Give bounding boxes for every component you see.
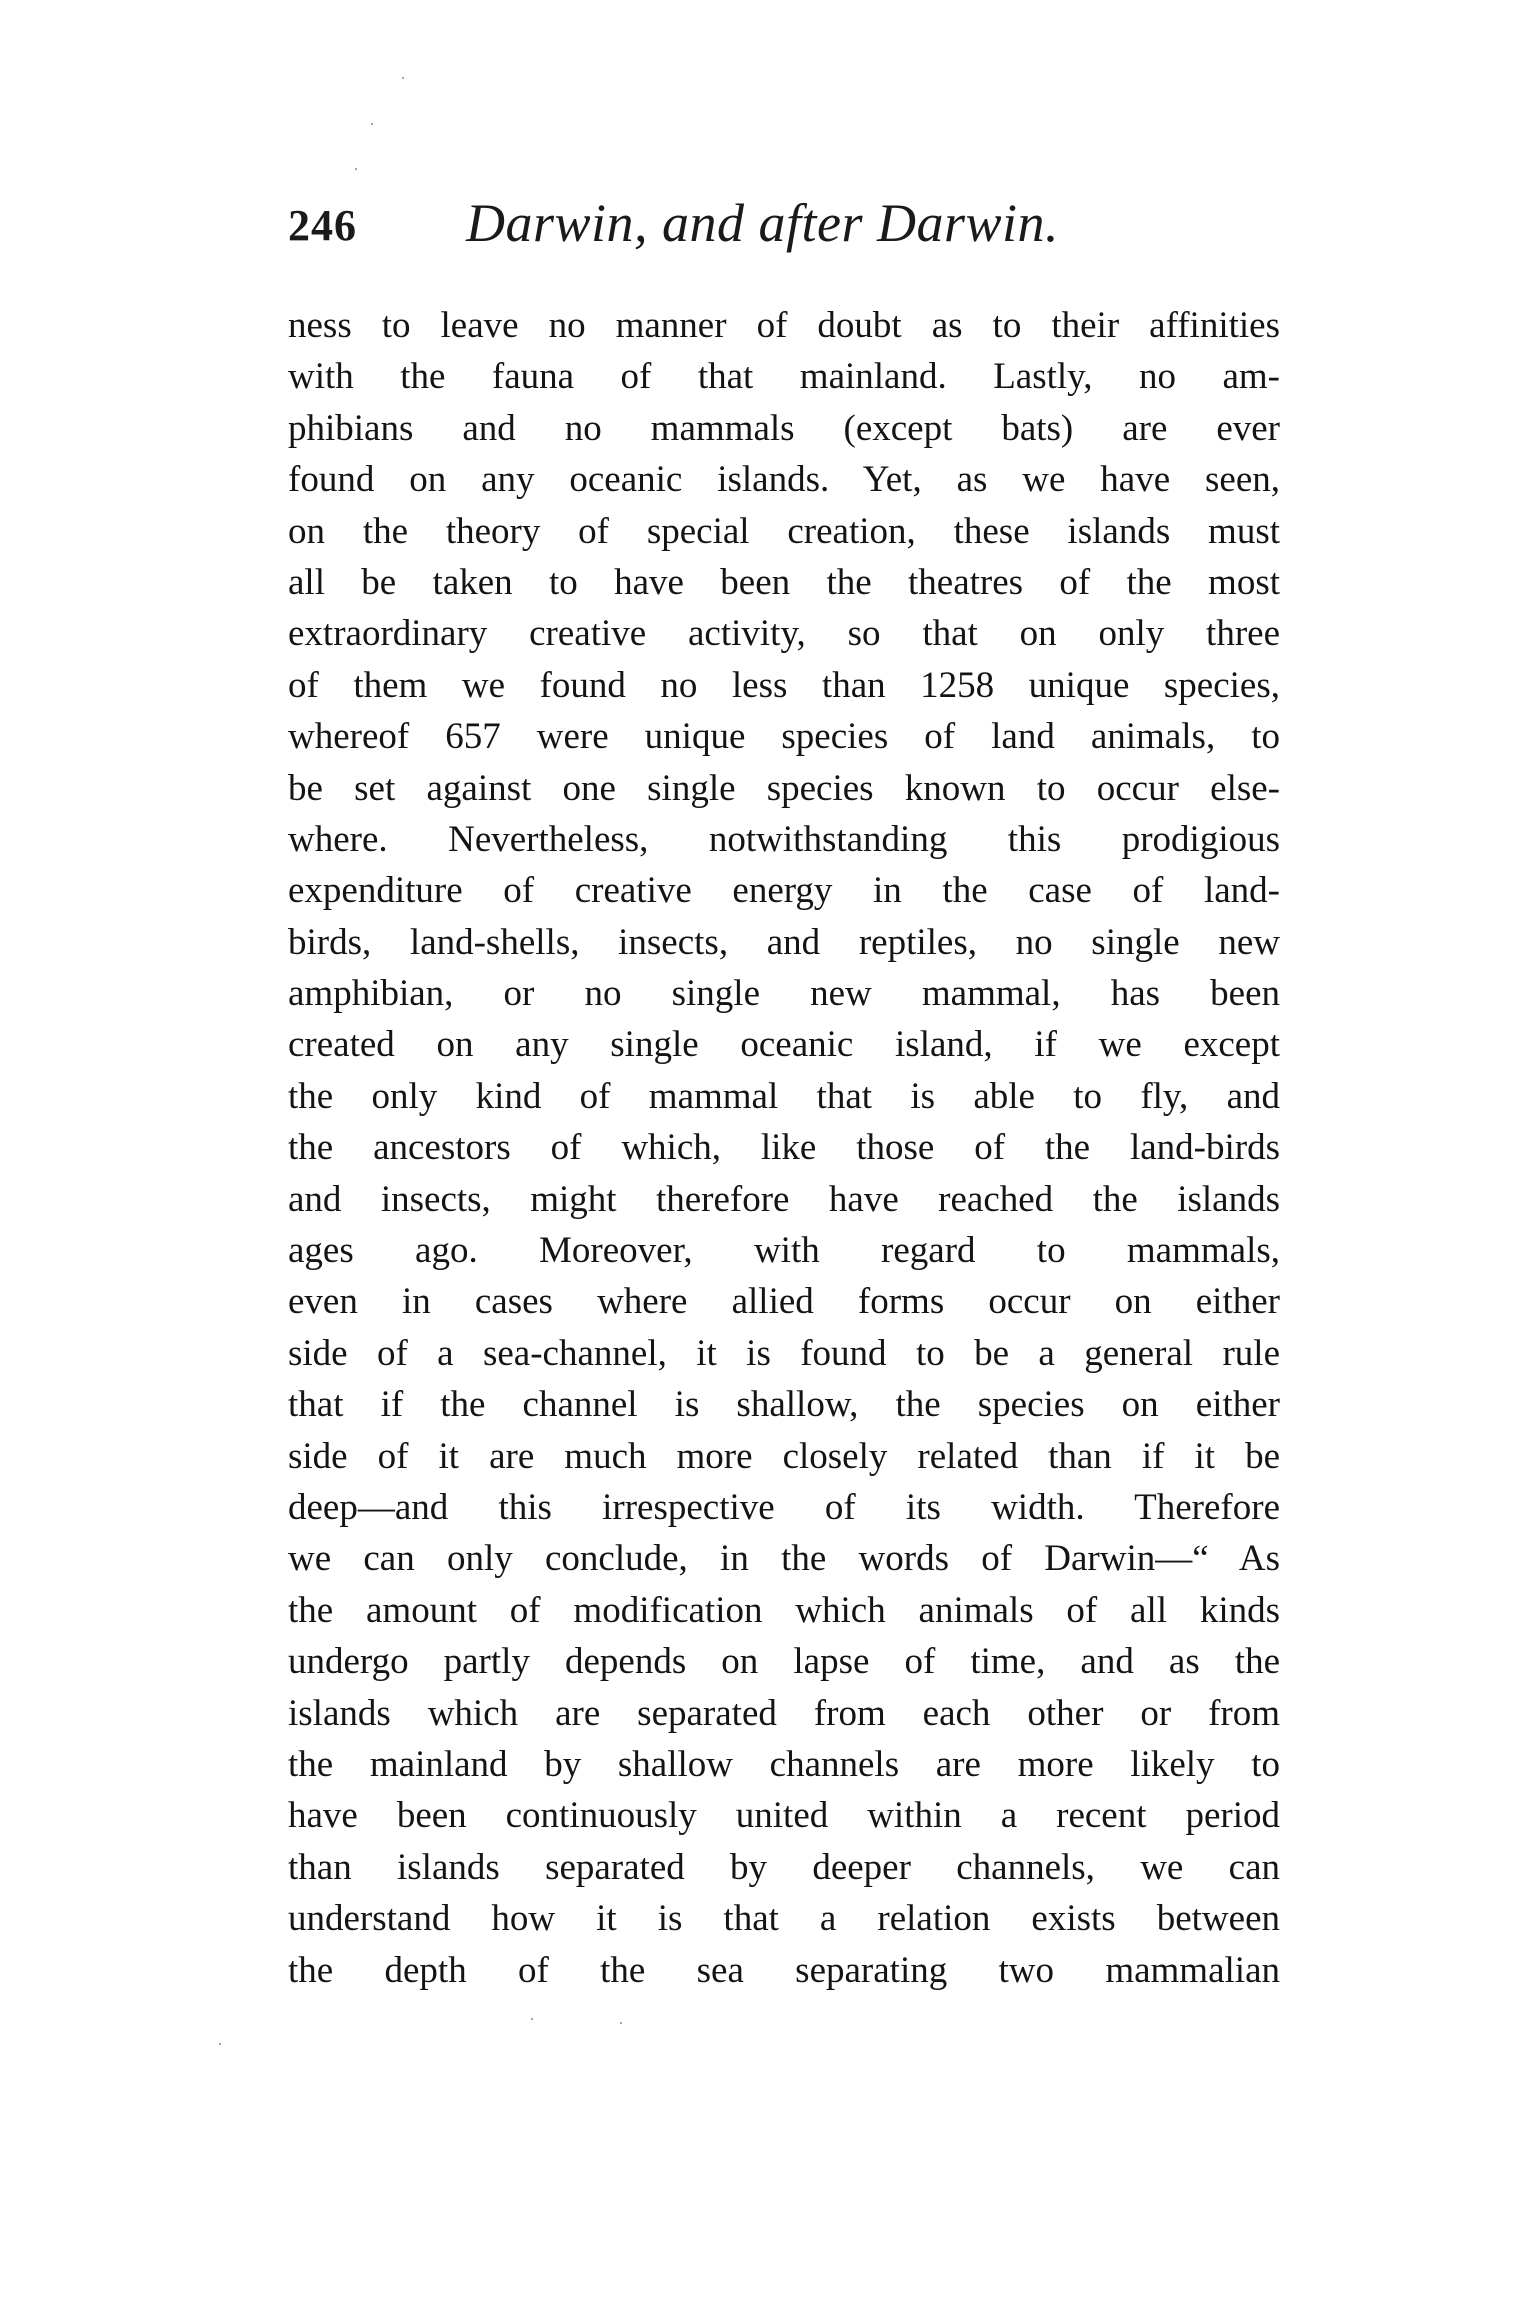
text-line: birds, land-shells, insects, and reptiles, no single new [288,921,1280,963]
body-text [288,300,1280,1996]
text-line: found on any oceanic islands. Yet, as we have seen, [288,459,1280,501]
scan-speck [355,168,357,170]
page-number: 246 [288,201,357,250]
text-line: than islands separated by deeper channels, we can [288,1846,1280,1888]
text-line: created on any single oceanic island, if we except [288,1024,1280,1066]
text-line: islands which are separated from each other or from [288,1692,1280,1734]
text-line: on the theory of special creation, these islands must [288,510,1280,552]
text-line: undergo partly depends on lapse of time, and as the [288,1641,1280,1683]
text-line: side of it are much more closely related than if it be [288,1435,1280,1477]
text-line: deep—and this irrespective of its width. Therefore [288,1486,1280,1528]
text-line: that if the channel is shallow, the species on either [288,1384,1280,1426]
text-line: of them we found no less than 1258 unique species, [288,664,1280,706]
text-line: whereof 657 were unique species of land animals, to [288,716,1280,758]
scan-speck [402,77,404,79]
text-line: the depth of the sea separating two mammalian [288,1949,1280,1991]
text-line: amphibian, or no single new mammal, has been [288,973,1280,1015]
text-line: the ancestors of which, like those of the land-birds [288,1127,1280,1169]
text-line: expenditure of creative energy in the case of land- [288,870,1280,912]
running-head [288,192,1288,262]
scan-speck [371,123,373,125]
text-line: even in cases where allied forms occur on either [288,1281,1280,1323]
text-line: ages ago. Moreover, with regard to mammals, [288,1230,1280,1272]
scan-speck [531,2018,533,2020]
text-line: where. Nevertheless, notwithstanding this prodigious [288,818,1280,860]
text-line: with the fauna of that mainland. Lastly, no am- [288,356,1280,398]
text-line: have been continuously united within a recent period [288,1795,1280,1837]
book-title: Darwin, and after Darwin. [466,193,1060,253]
text-line: all be taken to have been the theatres of the most [288,561,1280,603]
text-line: the amount of modification which animals of all kinds [288,1589,1280,1631]
scan-speck [219,2043,221,2045]
text-line: extraordinary creative activity, so that on only three [288,613,1280,655]
scan-speck [620,2022,622,2024]
text-line: the mainland by shallow channels are more likely to [288,1743,1280,1785]
text-line: and insects, might therefore have reached the islands [288,1178,1280,1220]
text-line: understand how it is that a relation exists between [288,1898,1280,1940]
text-line: ness to leave no manner of doubt as to their affinities [288,305,1280,346]
text-line: phibians and no mammals (except bats) are ever [288,407,1280,449]
text-line: the only kind of mammal that is able to fly, and [288,1075,1280,1117]
text-line: be set against one single species known to occur else- [288,767,1280,809]
text-line: side of a sea-channel, it is found to be a general rule [288,1332,1280,1374]
text-line: we can only conclude, in the words of Darwin—“ As [288,1538,1280,1580]
